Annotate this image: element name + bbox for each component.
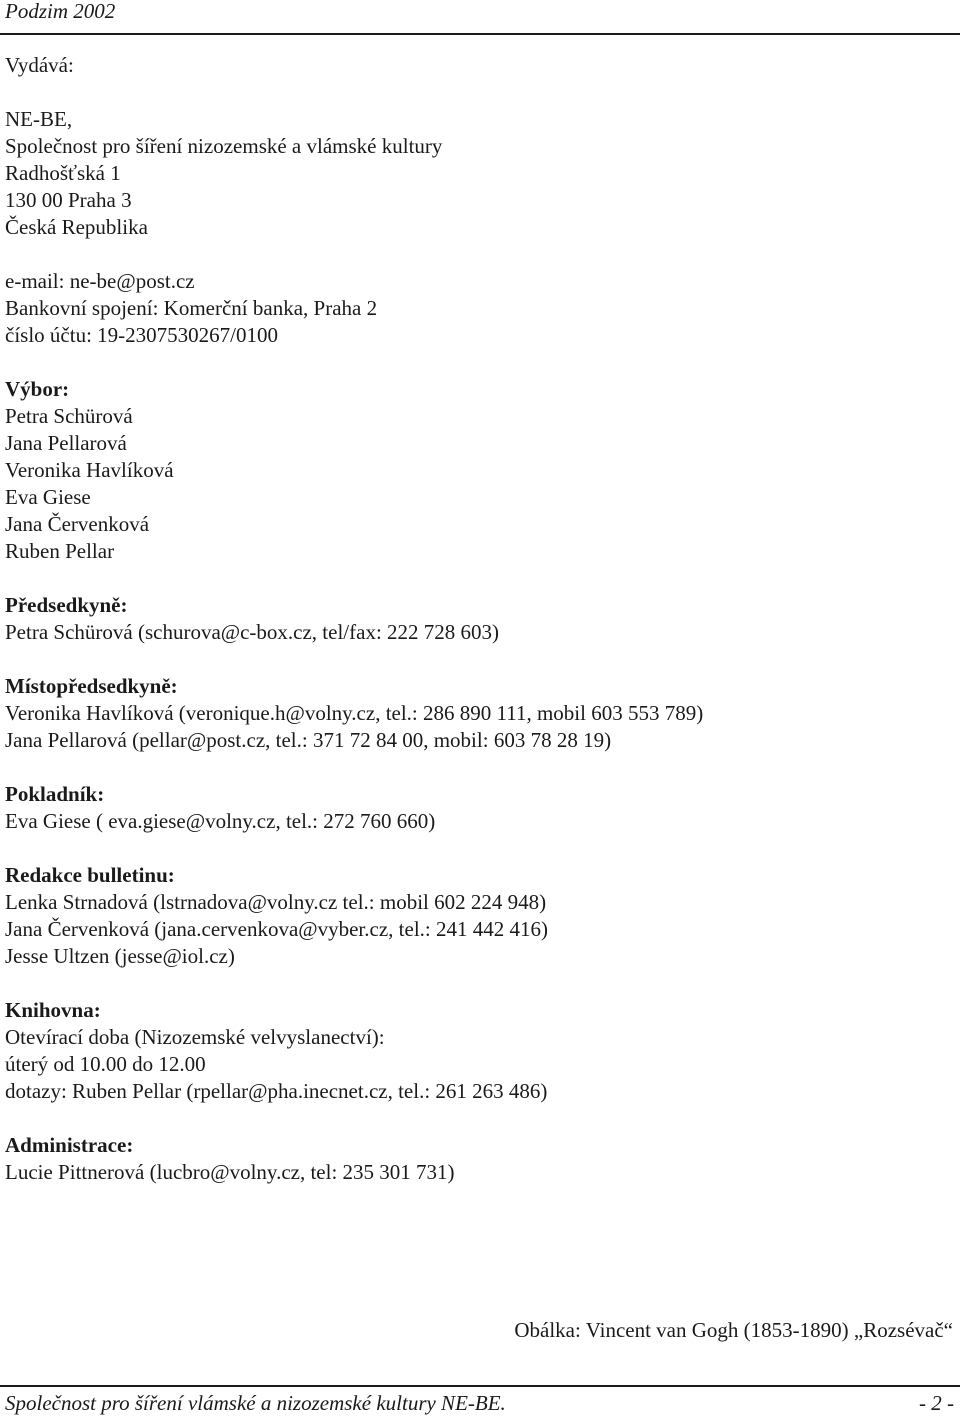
editorial-heading: Redakce bulletinu: [5, 863, 175, 887]
spacer [5, 79, 945, 106]
editorial-line: Jana Červenková (jana.cervenkova@vyber.cz, tel.: 241 442 416) [5, 917, 548, 941]
spacer [5, 241, 945, 268]
publisher-line: Společnost pro šíření nizozemské a vlámské kultury [5, 134, 443, 158]
cover-caption: Obálka: Vincent van Gogh (1853-1890) „Rozsévač“ [514, 1318, 953, 1342]
footer-organization: Společnost pro šíření vlámské a nizozemské kultury NE-BE. [5, 1391, 506, 1415]
email-line: e-mail: ne-be@post.cz [5, 269, 195, 293]
committee-member: Ruben Pellar [5, 539, 115, 563]
committee-member: Jana Pellarová [5, 431, 127, 455]
treasurer-heading: Pokladník: [5, 782, 105, 806]
spacer [5, 754, 945, 781]
masthead-content [5, 52, 945, 1186]
spacer [5, 970, 945, 997]
publisher-line: NE-BE, [5, 107, 73, 131]
vice-chair-line: Jana Pellarová (pellar@post.cz, tel.: 371 72 84 00, mobil: 603 78 28 19) [5, 728, 612, 752]
spacer [5, 835, 945, 862]
vice-chair-line: Veronika Havlíková (veronique.h@volny.cz, tel.: 286 890 111, mobil 603 553 789) [5, 701, 704, 725]
publisher-line: 130 00 Praha 3 [5, 188, 132, 212]
committee-member: Eva Giese [5, 485, 91, 509]
library-line: dotazy: Ruben Pellar (rpellar@pha.inecnet.cz, tel.: 261 263 486) [5, 1079, 548, 1103]
page-header [0, 0, 960, 35]
library-heading: Knihovna: [5, 998, 101, 1022]
spacer [5, 349, 945, 376]
spacer [5, 565, 945, 592]
committee-heading: Výbor: [5, 377, 70, 401]
publisher-line: Česká Republika [5, 215, 148, 239]
publisher-line: Radhošťská 1 [5, 161, 121, 185]
vice-chair-heading: Místopředsedkyně: [5, 674, 178, 698]
chair-line: Petra Schürová (schurova@c-box.cz, tel/fax: 222 728 603) [5, 620, 500, 644]
committee-member: Petra Schürová [5, 404, 133, 428]
treasurer-line: Eva Giese ( eva.giese@volny.cz, tel.: 272 760 660) [5, 809, 436, 833]
chair-heading: Předsedkyně: [5, 593, 128, 617]
committee-member: Veronika Havlíková [5, 458, 174, 482]
library-line: úterý od 10.00 do 12.00 [5, 1052, 206, 1076]
committee-member: Jana Červenková [5, 512, 150, 536]
publisher-label: Vydává: [5, 53, 74, 77]
spacer [5, 646, 945, 673]
bank-line: Bankovní spojení: Komerční banka, Praha 2 [5, 296, 378, 320]
page-footer [0, 1385, 960, 1419]
editorial-line: Lenka Strnadová (lstrnadova@volny.cz tel.: mobil 602 224 948) [5, 890, 547, 914]
library-line: Otevírací doba (Nizozemské velvyslanectví): [5, 1025, 385, 1049]
administration-heading: Administrace: [5, 1133, 134, 1157]
spacer [5, 1105, 945, 1132]
administration-line: Lucie Pittnerová (lucbro@volny.cz, tel: 235 301 731) [5, 1160, 455, 1184]
page-number: - 2 - [919, 1391, 954, 1415]
editorial-line: Jesse Ultzen (jesse@iol.cz) [5, 944, 235, 968]
issue-label: Podzim 2002 [5, 0, 116, 23]
account-line: číslo účtu: 19-2307530267/0100 [5, 323, 278, 347]
